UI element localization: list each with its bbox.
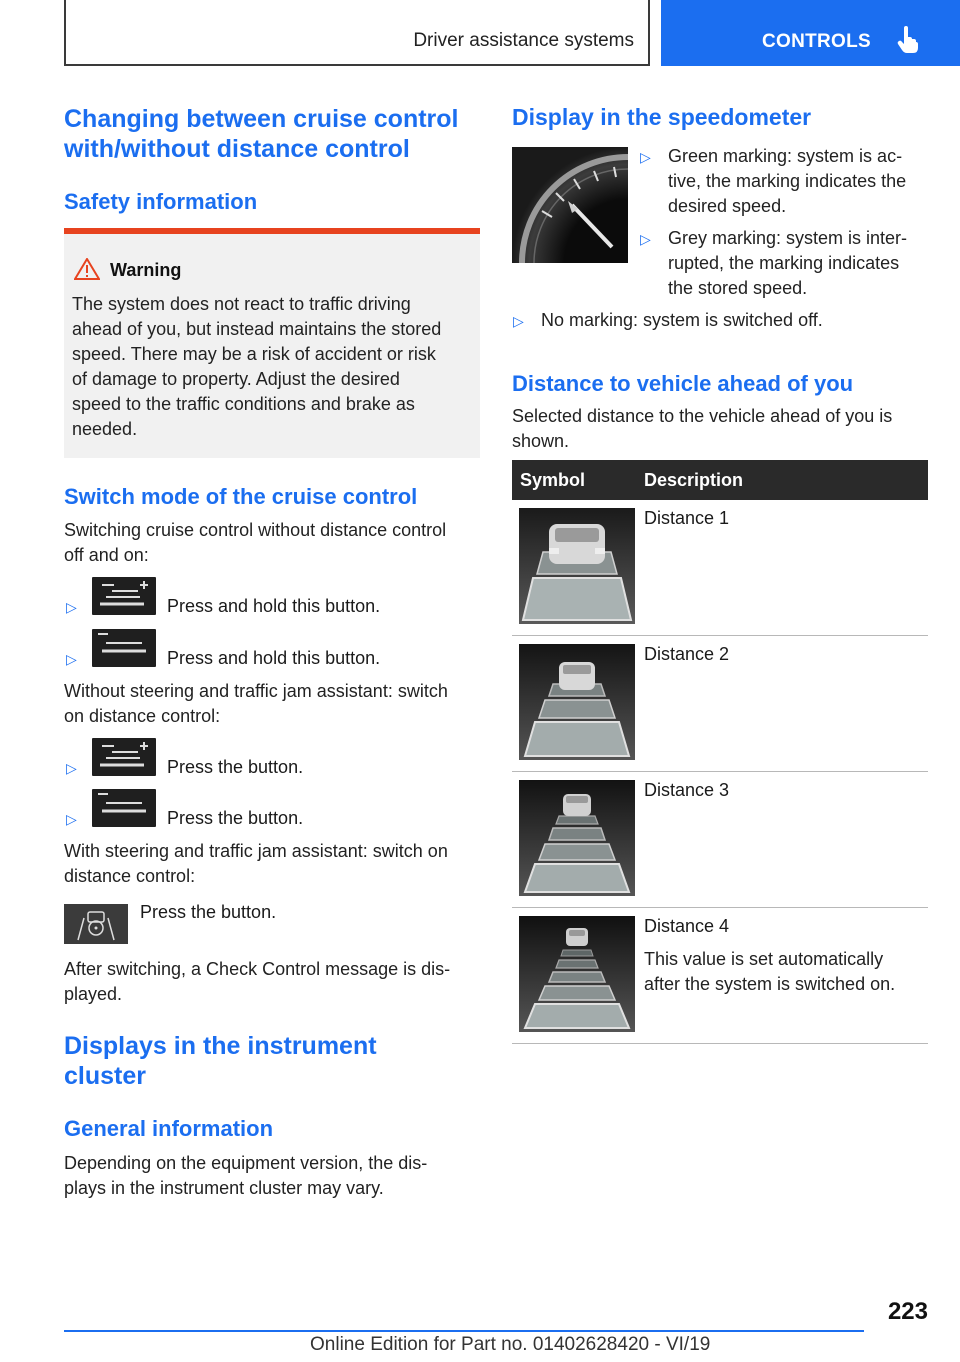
grey-marking-line: rupted, the marking indicates [668, 253, 900, 273]
distance-4-label: Distance 4 [644, 916, 730, 936]
switch-intro-line: Switching cruise control without distance control [64, 520, 447, 540]
without-assistant-line: Without steering and traffic jam assistant: switch [64, 681, 448, 701]
press-hold-text: Press and hold this button. [167, 648, 381, 668]
distance-1-label: Distance 1 [644, 508, 730, 528]
warning-line: needed. [72, 419, 138, 439]
distance-1-symbol-image [519, 508, 635, 624]
distance-4-symbol-image [519, 916, 635, 1032]
press-button-text: Press the button. [167, 808, 304, 828]
page-number: 223 [887, 1298, 928, 1325]
distance-3-label: Distance 3 [644, 780, 730, 800]
distance-minus-button-icon [92, 629, 156, 667]
bullet-triangle-icon: ▷ [640, 149, 651, 165]
without-assistant-line: on distance control: [64, 706, 221, 726]
table-row-divider [512, 907, 928, 908]
warning-line: ahead of you, but instead maintains the stored [72, 319, 442, 339]
distance-minus-button-icon [92, 789, 156, 827]
switch-mode-heading: Switch mode of the cruise control [64, 484, 418, 509]
table-header-description: Description [644, 470, 744, 490]
section-title-line2: with/without distance control [64, 135, 410, 163]
displays-heading-line2: cluster [64, 1062, 146, 1090]
table-header [512, 460, 928, 500]
green-marking-line: Green marking: system is ac- [668, 146, 903, 166]
warning-line: speed to the traffic conditions and brake as [72, 394, 415, 414]
with-assistant-line: With steering and traffic jam assistant: switch on [64, 841, 448, 861]
table-row-divider [512, 635, 928, 636]
bullet-triangle-icon: ▷ [66, 599, 77, 615]
warning-line: The system does not react to traffic driving [72, 294, 411, 314]
speedometer-heading: Display in the speedometer [512, 104, 812, 130]
warning-line: of damage to property. Adjust the desired [72, 369, 400, 389]
bullet-triangle-icon: ▷ [640, 231, 651, 247]
distance-2-label: Distance 2 [644, 644, 730, 664]
grey-marking-line: the stored speed. [668, 278, 808, 298]
green-marking-line: desired speed. [668, 196, 787, 216]
with-assistant-line: distance control: [64, 866, 196, 886]
after-switching-line: After switching, a Check Control message is dis- [64, 959, 451, 979]
pointing-hand-icon [897, 26, 919, 59]
distance-intro-line: Selected distance to the vehicle ahead of you is [512, 406, 893, 426]
distance-3-symbol-image [519, 780, 635, 896]
press-button-text: Press the button. [167, 757, 304, 777]
distance-plus-button-icon [92, 577, 156, 615]
distance-heading: Distance to vehicle ahead of you [512, 371, 854, 396]
bullet-triangle-icon: ▷ [66, 811, 77, 827]
distance-2-symbol-image [519, 644, 635, 760]
general-info-heading: General information [64, 1116, 274, 1141]
speedometer-image [512, 147, 628, 263]
distance-4-note-line: after the system is switched on. [644, 974, 896, 994]
no-marking-text: No marking: system is switched off. [541, 310, 823, 330]
grey-marking-line: Grey marking: system is inter- [668, 228, 908, 248]
green-marking-line: tive, the marking indicates the [668, 171, 907, 191]
general-info-line: Depending on the equipment version, the dis- [64, 1153, 428, 1173]
bullet-triangle-icon: ▷ [66, 651, 77, 667]
press-hold-text: Press and hold this button. [167, 596, 381, 616]
warning-box [64, 228, 480, 458]
warning-line: speed. There may be a risk of accident or risk [72, 344, 436, 364]
bullet-triangle-icon: ▷ [66, 760, 77, 776]
header-section-box [64, 0, 650, 66]
displays-heading [64, 1031, 484, 1091]
footer-edition: Online Edition for Part no. 01402628420 - VI/19 [310, 1334, 711, 1355]
distance-4-note-line: This value is set automatically [644, 949, 884, 969]
after-switching-line: played. [64, 984, 123, 1004]
switch-intro-line: off and on: [64, 545, 149, 565]
table-row-divider [512, 1043, 928, 1044]
section-title-line1: Changing between cruise control [64, 105, 459, 133]
steering-assistant-button-icon [64, 904, 128, 944]
bullet-triangle-icon: ▷ [513, 313, 524, 329]
warning-triangle-icon [74, 258, 100, 285]
safety-heading: Safety information [64, 189, 258, 214]
warning-title: Warning [110, 260, 182, 280]
distance-intro-line: shown. [512, 431, 570, 451]
general-info-line: plays in the instrument cluster may vary. [64, 1178, 384, 1198]
distance-plus-button-icon [92, 738, 156, 776]
table-row-divider [512, 771, 928, 772]
section-title [64, 104, 484, 164]
header-chapter-label: CONTROLS [762, 31, 872, 52]
displays-heading-line1: Displays in the instrument [64, 1032, 377, 1060]
footer-divider [64, 1330, 864, 1332]
header-chapter-tab[interactable] [661, 0, 960, 66]
header-section-title: Driver assistance systems [413, 30, 634, 51]
press-button-text: Press the button. [140, 902, 277, 922]
table-header-symbol: Symbol [520, 470, 586, 490]
